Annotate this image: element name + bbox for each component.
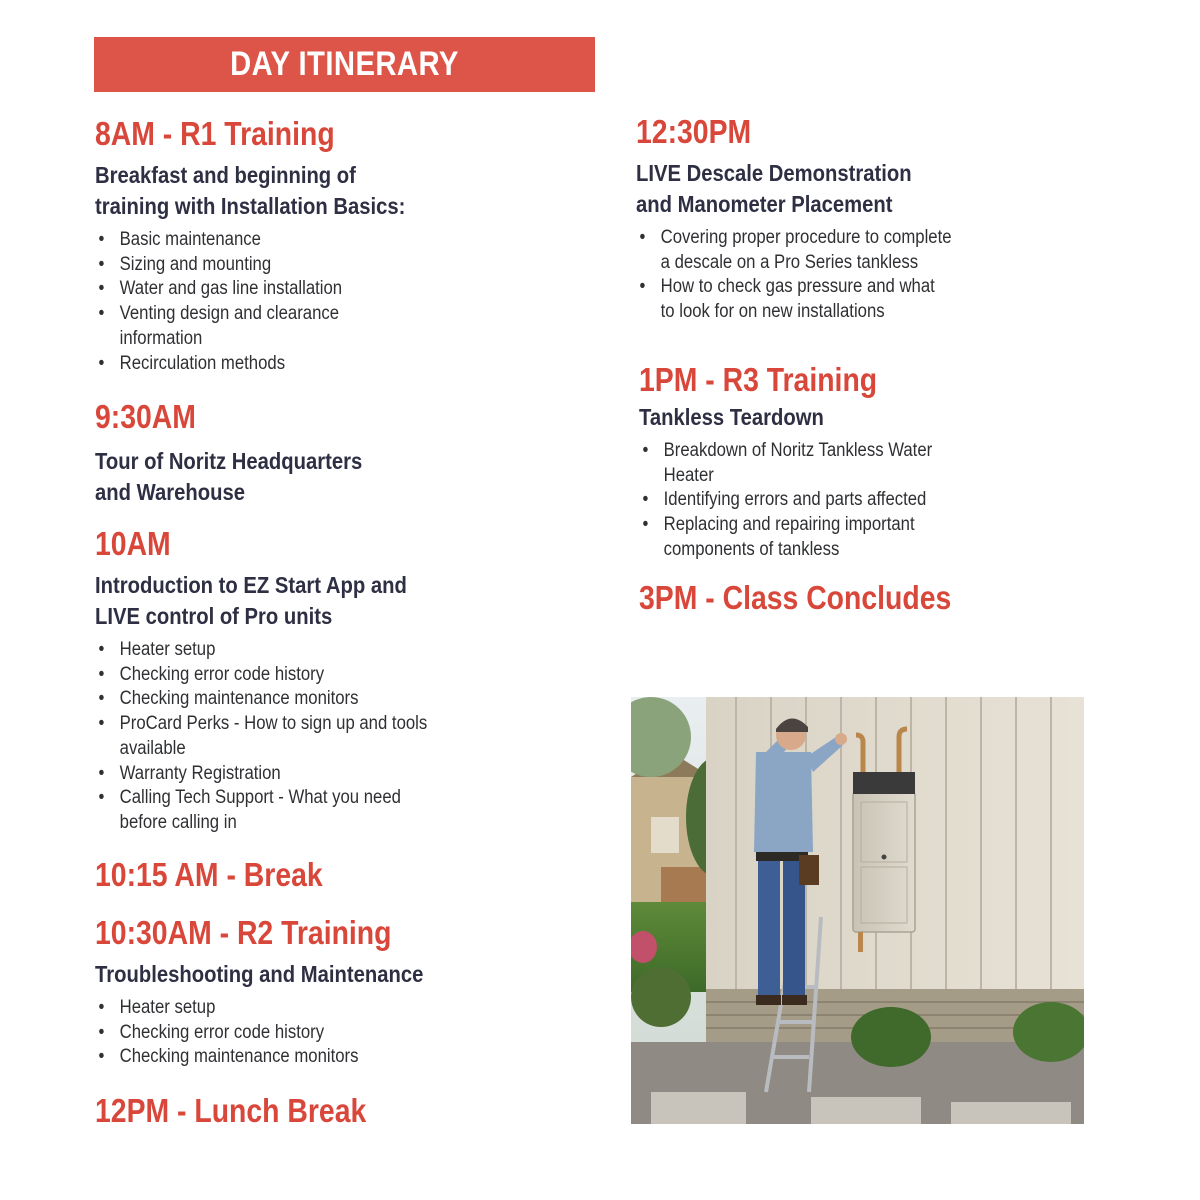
list-item: • How to check gas pressure and what to look for on new installations [636, 275, 1094, 324]
session-description: Introduction to EZ Start App and [95, 572, 407, 598]
time-heading: 1PM - R3 Training [639, 361, 878, 398]
list-item: • Sizing and mounting [95, 253, 553, 278]
list-item: • Heater setup [95, 996, 553, 1021]
topic-list [95, 638, 615, 836]
list-item: • Basic maintenance [95, 228, 553, 253]
session-description: training with Installation Basics: [95, 193, 406, 219]
topic-list [636, 226, 1156, 325]
session-description: and Warehouse [95, 479, 245, 505]
list-item: • Checking error code history [95, 663, 553, 688]
session-description: Tour of Noritz Headquarters [95, 448, 363, 474]
time-heading: 12:30PM [636, 113, 752, 150]
technician-photo [631, 697, 1084, 1124]
time-heading: 9:30AM [95, 398, 196, 435]
itinerary-banner [94, 37, 595, 92]
list-item: • Heater setup [95, 638, 553, 663]
session-description: Troubleshooting and Maintenance [95, 961, 424, 987]
time-heading: 8AM - R1 Training [95, 115, 335, 152]
list-item: • Identifying errors and parts affected [639, 488, 1097, 513]
topic-list [95, 228, 615, 376]
schedule-item-930am [95, 397, 615, 508]
time-heading: 10:30AM - R2 Training [95, 914, 392, 951]
schedule-item-10am [95, 524, 615, 836]
time-heading: 3PM - Class Concludes [639, 579, 952, 616]
list-item: • Checking maintenance monitors [95, 687, 553, 712]
list-item: • Venting design and clearance information [95, 302, 553, 351]
session-description: LIVE control of Pro units [95, 603, 333, 629]
session-description: Tankless Teardown [639, 404, 824, 430]
session-description: LIVE Descale Demonstration [636, 160, 912, 186]
schedule-item-1030am [95, 913, 615, 1070]
list-item: • Water and gas line installation [95, 277, 553, 302]
time-heading: 12PM - Lunch Break [95, 1092, 367, 1129]
time-heading: 10:15 AM - Break [95, 856, 323, 893]
list-item: • Covering proper procedure to complete a descale on a Pro Series tankless [636, 226, 1094, 275]
topic-list [95, 996, 615, 1070]
schedule-item-1230pm [636, 112, 1156, 325]
session-description: and Manometer Placement [636, 191, 893, 217]
schedule-item-1015am [95, 855, 615, 895]
schedule-item-1pm [639, 360, 1159, 563]
schedule-item-3pm [639, 578, 1159, 618]
list-item: • Calling Tech Support - What you need before calling in [95, 786, 553, 835]
list-item: • Replacing and repairing important components of tankless [639, 513, 1097, 562]
list-item: • ProCard Perks - How to sign up and tools available [95, 712, 553, 761]
topic-list [639, 439, 1159, 563]
schedule-item-12pm [95, 1091, 615, 1131]
banner-title: DAY ITINERARY [230, 45, 459, 83]
schedule-item-8am [95, 114, 615, 376]
time-heading: 10AM [95, 525, 171, 562]
list-item: • Checking error code history [95, 1021, 553, 1046]
session-description: Breakfast and beginning of [95, 162, 356, 188]
list-item: • Breakdown of Noritz Tankless Water Heater [639, 439, 1097, 488]
list-item: • Checking maintenance monitors [95, 1045, 553, 1070]
list-item: • Recirculation methods [95, 352, 553, 377]
list-item: • Warranty Registration [95, 762, 553, 787]
